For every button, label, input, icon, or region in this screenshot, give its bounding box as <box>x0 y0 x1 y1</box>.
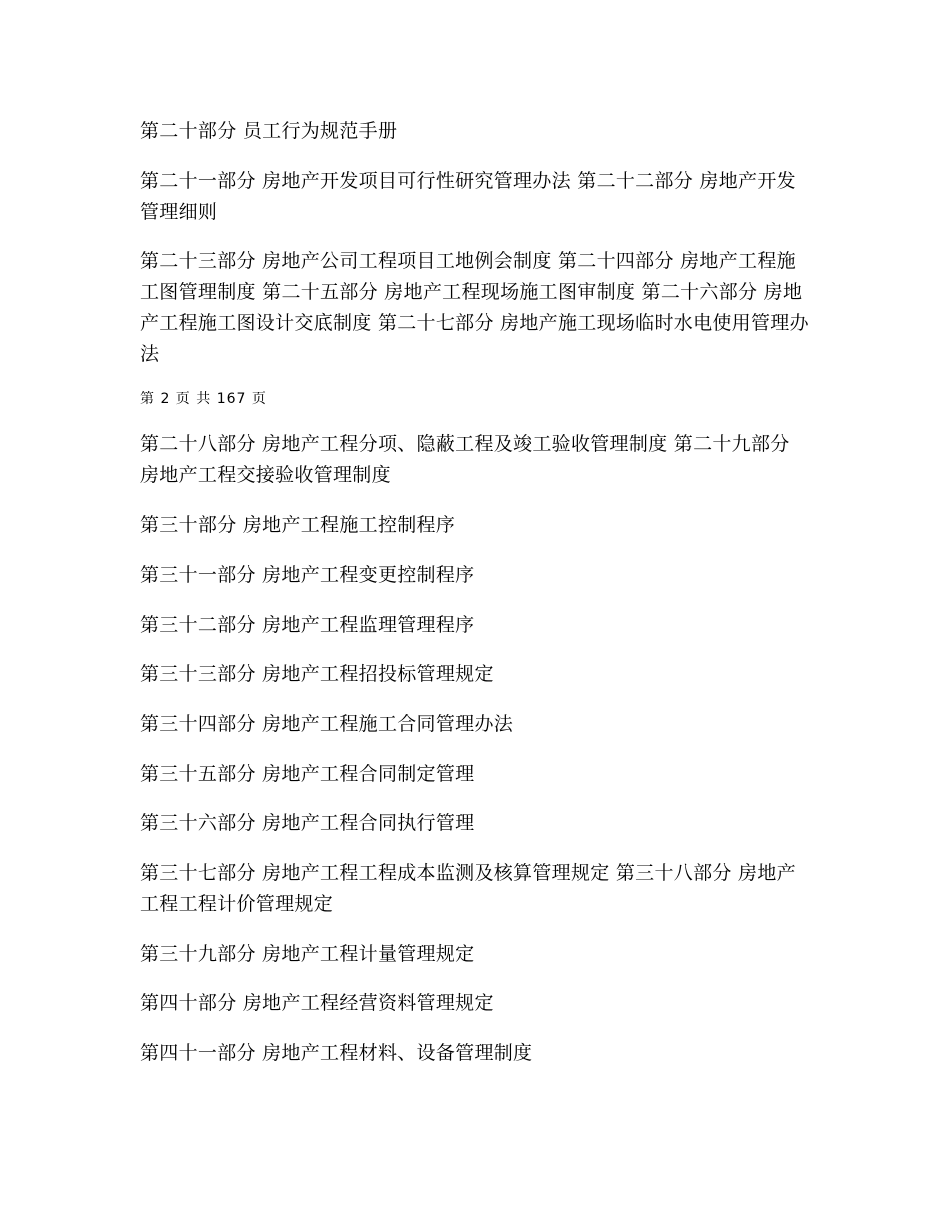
paragraph-part-41: 第四十一部分 房地产工程材料、设备管理制度 <box>140 1042 533 1064</box>
paragraph-part-35: 第三十五部分 房地产工程合同制定管理 <box>140 763 475 785</box>
paragraph-part-23-27: 第二十三部分 房地产公司工程项目工地例会制度 第二十四部分 房地产工程施工图管理制度 第二十五部分 房地产工程现场施工图审制度 第二十六部分 房地产工程施工图设计交底制度 第二十七部分 房地产施工现场临时水电使用管理办法 <box>140 250 809 365</box>
paragraph-part-31: 第三十一部分 房地产工程变更控制程序 <box>140 564 475 586</box>
paragraph-part-21-22: 第二十一部分 房地产开发项目可行性研究管理办法 第二十二部分 房地产开发管理细则 <box>140 170 796 223</box>
paragraph-part-33: 第三十三部分 房地产工程招投标管理规定 <box>140 663 494 685</box>
paragraph-part-20: 第二十部分 员工行为规范手册 <box>140 120 398 142</box>
paragraph-part-28-29: 第二十八部分 房地产工程分项、隐蔽工程及竣工验收管理制度 第二十九部分 房地产工程交接验收管理制度 <box>140 433 790 486</box>
paragraph-part-34: 第三十四部分 房地产工程施工合同管理办法 <box>140 713 514 735</box>
page-number-footer: 第 2 页 共 167 页 <box>140 391 267 407</box>
paragraph-part-36: 第三十六部分 房地产工程合同执行管理 <box>140 812 475 834</box>
paragraph-part-39: 第三十九部分 房地产工程计量管理规定 <box>140 943 475 965</box>
paragraph-part-40: 第四十部分 房地产工程经营资料管理规定 <box>140 992 494 1014</box>
paragraph-part-32: 第三十二部分 房地产工程监理管理程序 <box>140 614 475 636</box>
paragraph-part-30: 第三十部分 房地产工程施工控制程序 <box>140 514 456 536</box>
paragraph-part-37-38: 第三十七部分 房地产工程工程成本监测及核算管理规定 第三十八部分 房地产工程工程计价管理规定 <box>140 862 796 915</box>
